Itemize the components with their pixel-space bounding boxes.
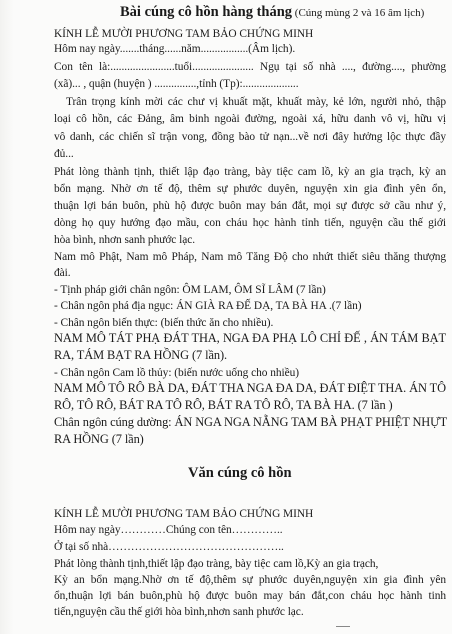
name-address-line: Con tên là:.......................tuổi...................... Ngụ tại số nhà ...., đường...., phường xyxy=(54,61,446,73)
main-title-text: Bài cúng cô hồn hàng tháng xyxy=(120,4,293,20)
invitation-line-3: vô danh, các chiến sĩ trận vong, đồng bào tử nạn...về nơi đây hưởng lộc thực đầy xyxy=(54,131,446,143)
prayer-line-4: dòng họ quy hướng đạo mầu, con cháu học hành tỉnh tiến, nguyện cầu thế giới xyxy=(54,217,446,229)
prayer2-line-1: Phát lòng thành tịnh,thiết lập đạo tràng, bày tiệc cam lồ,Kỳ an gia trạch, xyxy=(54,558,379,570)
mantra-food-line-2: RA, TÁM BẠT RA HỒNG (7 lần). xyxy=(54,348,227,362)
prayer-line-5: hòa bình, nhơn sanh phước lạc. xyxy=(54,234,196,246)
prayer-line-3: thuận lợi bán buôn, phù hộ được buôn may bán đắt, mọi sự được sở cầu như ý, xyxy=(54,200,446,212)
mantra-hell: - Chân ngôn phá địa ngục: ÁN GIÀ RA ĐẾ DẠ, TA BÀ HA .(7 lần) xyxy=(54,300,362,312)
namo-line-1: Nam mô Phật, Nam mô Pháp, Nam mô Tăng Độ cho nhứt thiết siêu thăng thượng xyxy=(54,251,446,263)
main-title-subtitle: (Cúng mùng 2 và 16 âm lịch) xyxy=(292,7,425,19)
mantra-food-line-1: NAM MÔ TÁT PHẠ ĐÁT THA, NGA ĐA PHẠ LÔ CHỈ ĐẾ , ÁN TÁM BẠT xyxy=(54,331,446,345)
invitation-line-1: Trân trọng kính mời các chư vị khuất mặt, khuất mày, kẻ lớn, người nhỏ, thập xyxy=(66,96,446,108)
invitation-line-2: loại cô hồn, các Đảng, âm binh ngoài đường, ngoài xá, hữu danh vô vị, hữu vị xyxy=(54,113,446,125)
mantra-water-label: - Chân ngôn Cam lồ thủy: (biến nước uống cho nhiều) xyxy=(54,367,300,379)
mantra-purify: - Tịnh pháp giới chân ngôn: ÔM LAM, ÔM SĨ LÂM (7 lần) xyxy=(54,284,326,296)
mantra-offering-line-2: RA HỒNG (7 lần) xyxy=(54,432,144,446)
date-line: Hôm nay ngày.......tháng......năm.................(Âm lịch). xyxy=(54,43,296,55)
mantra-water-line-1: NAM MÔ TÔ RÔ BÀ DA, ĐÁT THA NGA ĐA DA, ĐÁT ĐIỆT THA. ÁN TÔ xyxy=(54,381,446,395)
prayer-line-1: Phát lòng thành tịnh, thiết lập đạo tràng, bày tiệc cam lồ, kỳ an gia trạch, kỳ an xyxy=(54,166,446,178)
invocation-line-2: KÍNH LỄ MƯỜI PHƯƠNG TAM BẢO CHỨNG MINH xyxy=(54,508,314,520)
address-line: Ở tại số nhà……………………………………….. xyxy=(54,541,284,553)
prayer2-line-2: Kỳ an bổn mạng.Nhờ ơn tế độ,thêm sự phước duyên,nguyện xin gia đình yên xyxy=(54,574,446,586)
mantra-food-label: - Chân ngôn biến thực: (biến thức ăn cho nhiều). xyxy=(54,317,274,329)
prayer2-line-4: tiến,nguyện cầu thế giới hòa bình,nhơn sanh phước lạc. xyxy=(54,606,304,618)
date-name-line: Hôm nay ngày…………Chúng con tên………….. xyxy=(54,524,283,536)
district-line: (xã)... , quận (huyện ) ...............,tỉnh (Tp):.................... xyxy=(54,78,299,90)
page-edge-shadow xyxy=(0,0,14,634)
prayer2-line-3: ổn,thuận lợi bán buôn,phù hộ được buôn may bán đắt,con cháu học hành tinh xyxy=(54,590,446,602)
section-title: Văn cúng cô hồn xyxy=(188,465,292,481)
page-footer-mark xyxy=(336,626,350,629)
main-title xyxy=(120,4,450,21)
invocation-line: KÍNH LỄ MƯỜI PHƯƠNG TAM BẢO CHỨNG MINH xyxy=(54,28,314,40)
mantra-water-line-2: RÔ, TÔ RÔ, BÁT RA TÔ RÔ, BÁT RA TÔ RÔ, TA BÀ HA. (7 lần ) xyxy=(54,398,393,412)
invitation-line-4: đủ... xyxy=(54,148,74,160)
prayer-line-2: bổn mạng. Nhờ ơn tế độ, thêm sự phước duyên, nguyện xin gia đình yên ổn, xyxy=(54,183,446,195)
namo-line-2: đài. xyxy=(54,267,71,279)
mantra-offering-line-1: Chân ngôn cúng dường: ÁN NGA NGA NẴNG TAM BÀ PHẠT PHIỆT NHỰT xyxy=(54,415,448,429)
